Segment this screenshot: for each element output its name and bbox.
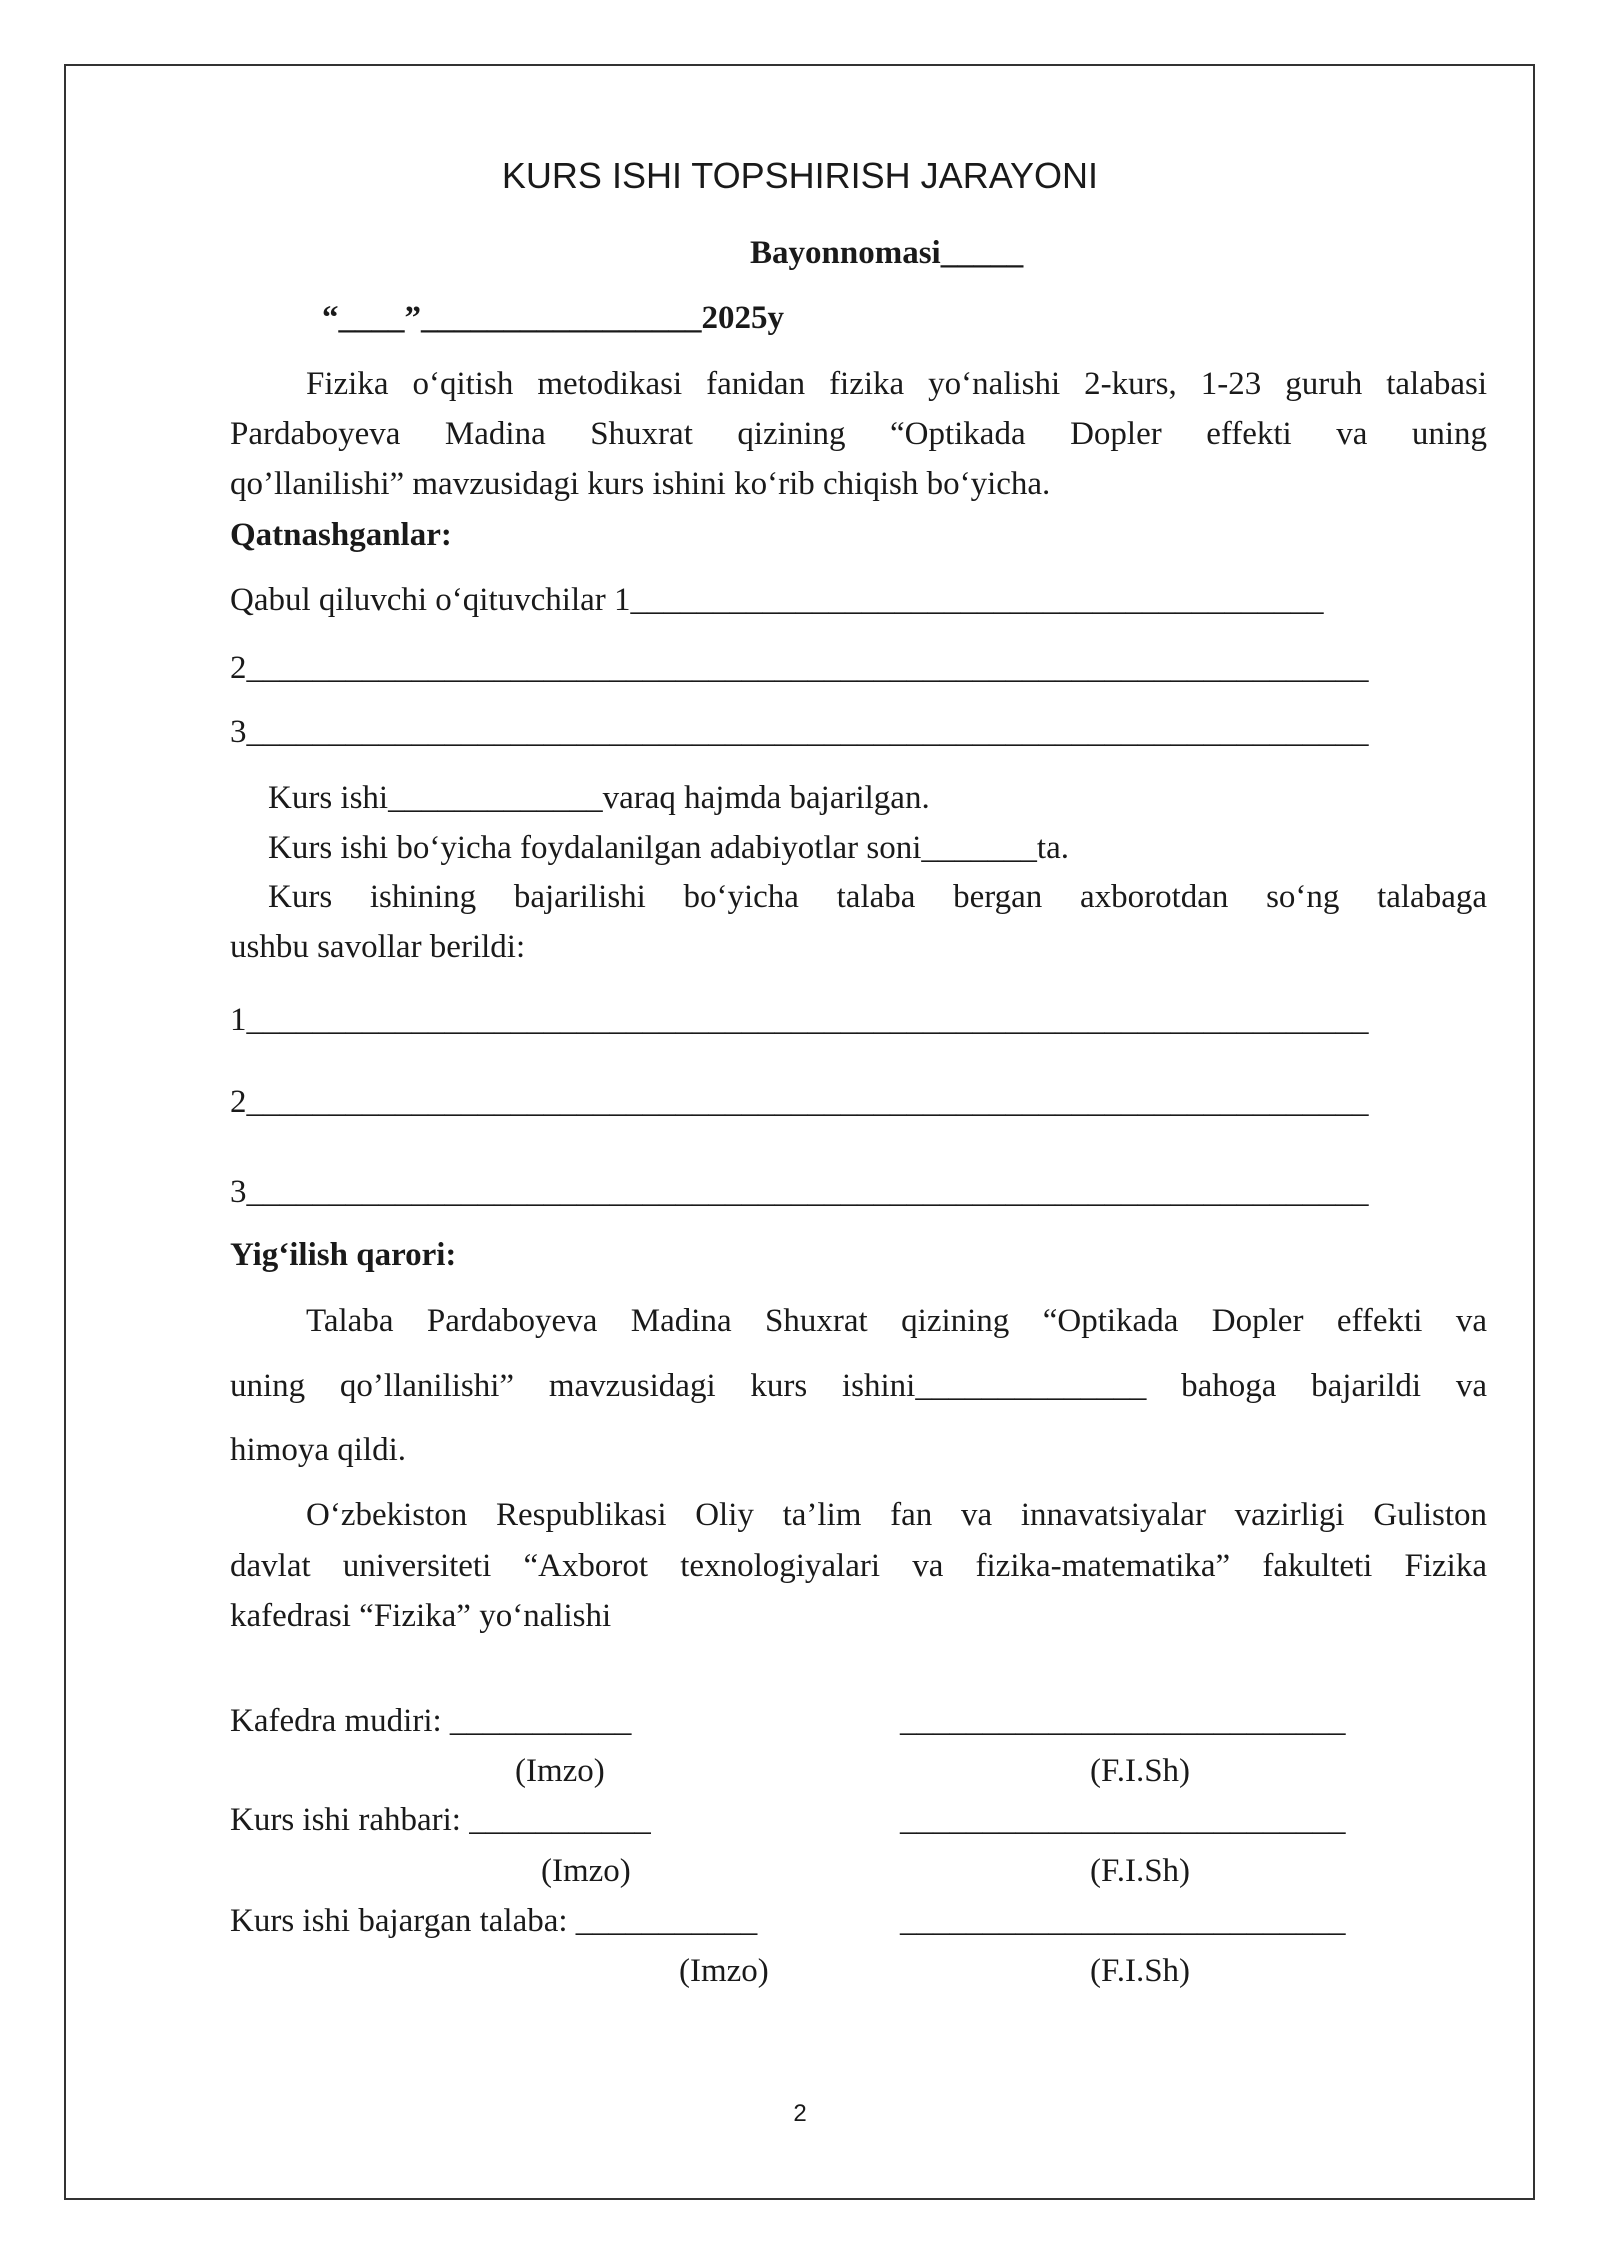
intro-line-1: Fizika o‘qitish metodikasi fanidan fizika yo‘nalishi 2-kurs, 1-23 guruh talabasi <box>306 366 1487 402</box>
decision-line-3: himoya qildi. <box>230 1432 406 1468</box>
university-line-3: kafedrasi “Fizika” yo‘nalishi <box>230 1598 612 1634</box>
teacher-line-2: 2____________________________________________________________________ <box>230 650 1369 686</box>
head-signature-label: Kafedra mudiri: ___________ <box>230 1703 632 1739</box>
intro-line-3: qo’llanilishi” mavzusidagi kurs ishini ko‘rib chiqish bo‘yicha. <box>230 466 1051 502</box>
decision-line-1: Talaba Pardaboyeva Madina Shuxrat qizining “Optikada Dopler effekti va <box>306 1303 1487 1339</box>
supervisor-signature-label: Kurs ishi rahbari: ___________ <box>230 1802 651 1838</box>
participants-heading: Qatnashganlar: <box>230 517 452 553</box>
student-signature-label: Kurs ishi bajargan talaba: ___________ <box>230 1903 758 1939</box>
head-name-caption: (F.I.Sh) <box>1090 1753 1191 1789</box>
teacher-line-3: 3____________________________________________________________________ <box>230 714 1369 750</box>
supervisor-sign-caption: (Imzo) <box>541 1853 631 1889</box>
decision-heading: Yig‘ilish qarori: <box>230 1237 457 1273</box>
intro-line-2: Pardaboyeva Madina Shuxrat qizining “Optikada Dopler effekti va uning <box>230 416 1487 452</box>
university-line-2: davlat universiteti “Axborot texnologiyalari va fizika-matematika” fakulteti Fizika <box>230 1548 1487 1584</box>
protocol-heading: Bayonnomasi_____ <box>750 235 1024 271</box>
page-number: 2 <box>793 2100 807 2127</box>
teacher-line-1: Qabul qiluvchi o‘qituvchilar 1__________________________________________ <box>230 582 1324 618</box>
head-name-line: ___________________________ <box>900 1703 1346 1739</box>
literature-line: Kurs ishi bo‘yicha foydalanilgan adabiyotlar soni_______ta. <box>268 830 1069 866</box>
student-sign-caption: (Imzo) <box>679 1953 769 1989</box>
questions-intro-line-2: ushbu savollar berildi: <box>230 929 526 965</box>
question-line-3: 3____________________________________________________________________ <box>230 1174 1369 1210</box>
supervisor-name-caption: (F.I.Sh) <box>1090 1853 1191 1889</box>
university-line-1: O‘zbekiston Respublikasi Oliy ta’lim fan va innavatsiyalar vazirligi Guliston <box>306 1497 1487 1533</box>
supervisor-name-line: ___________________________ <box>900 1802 1346 1838</box>
student-name-line: ___________________________ <box>900 1903 1346 1939</box>
questions-intro-line-1: Kurs ishining bajarilishi bo‘yicha talaba bergan axborotdan so‘ng talabaga <box>268 879 1487 915</box>
head-sign-caption: (Imzo) <box>515 1753 605 1789</box>
pages-line: Kurs ishi_____________varaq hajmda bajarilgan. <box>268 780 930 816</box>
date-line: “____”_________________2025y <box>322 300 784 336</box>
question-line-1: 1____________________________________________________________________ <box>230 1002 1369 1038</box>
document-title: KURS ISHI TOPSHIRISH JARAYONI <box>501 155 1099 196</box>
decision-line-2: uning qo’llanilishi” mavzusidagi kurs ishini______________ bahoga bajarildi va <box>230 1368 1487 1404</box>
question-line-2: 2____________________________________________________________________ <box>230 1084 1369 1120</box>
student-name-caption: (F.I.Sh) <box>1090 1953 1191 1989</box>
